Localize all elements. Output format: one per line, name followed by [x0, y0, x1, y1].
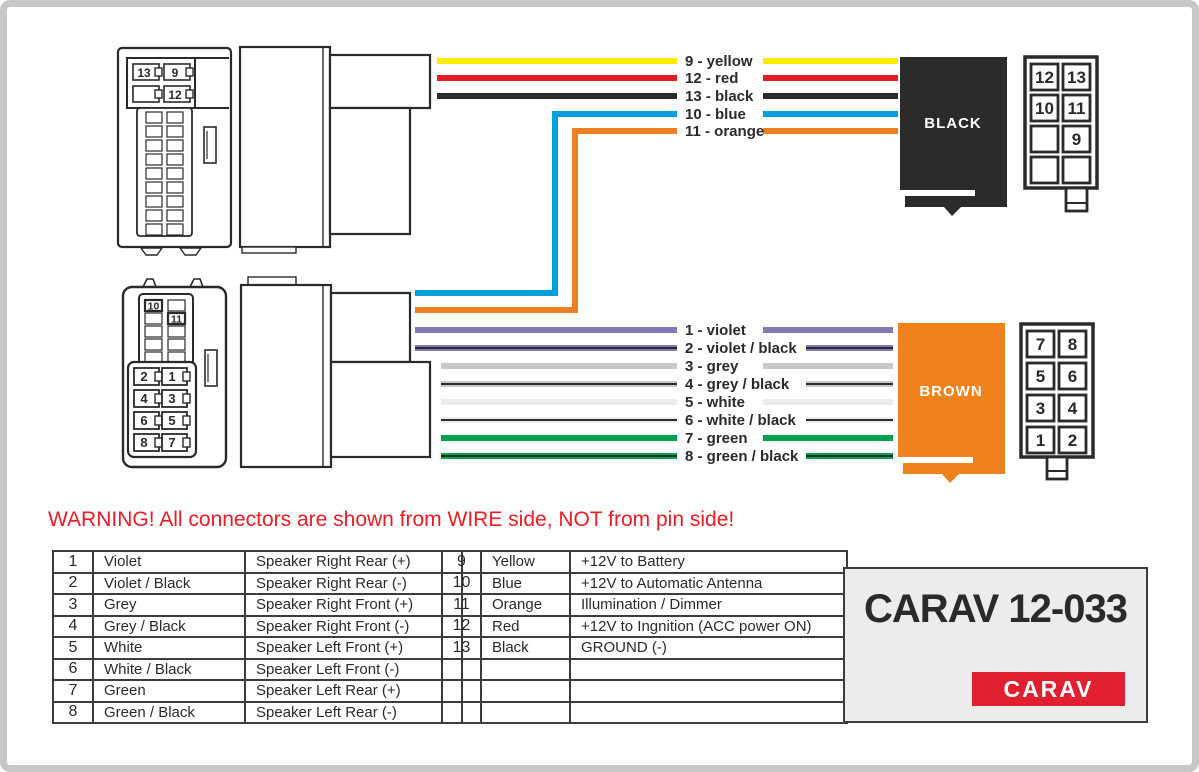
warning-text: WARNING! All connectors are shown from WIRE side, NOT from pin side!: [48, 508, 735, 531]
wire-7-green: [441, 430, 893, 447]
pin-9: [164, 64, 193, 80]
table-row: 3 Grey Speaker Right Front (+): [53, 594, 462, 616]
table-row: 8 Green / Black Speaker Left Rear (-): [53, 702, 462, 724]
svg-text:3: 3: [168, 391, 176, 406]
side-latch: [204, 127, 216, 163]
wire-10-blue: [415, 106, 898, 293]
svg-text:9: 9: [171, 66, 179, 80]
wire-1-violet: [415, 322, 893, 339]
svg-text:13: 13: [1067, 68, 1086, 87]
svg-text:7: 7: [1035, 335, 1046, 354]
svg-text:12 - red: 12 - red: [685, 70, 739, 87]
svg-text:9: 9: [1071, 130, 1082, 149]
svg-text:4 - grey / black: 4 - grey / black: [685, 376, 790, 393]
table-row: 4 Grey / Black Speaker Right Front (-): [53, 616, 462, 638]
connector-top-front-view: [118, 48, 231, 255]
product-model: CARAV 12-033: [864, 587, 1127, 631]
svg-text:3: 3: [1035, 399, 1046, 418]
svg-text:5 - white: 5 - white: [685, 394, 746, 411]
table-row: 12 Red +12V to Ingnition (ACC power ON): [442, 616, 847, 638]
svg-text:11: 11: [1067, 99, 1086, 118]
svg-text:10: 10: [147, 300, 160, 313]
pin-row-3: [134, 412, 190, 429]
wire-4-grey-black: [441, 376, 893, 393]
svg-text:2 - violet / black: 2 - violet / black: [685, 340, 797, 357]
svg-text:9 - yellow: 9 - yellow: [685, 53, 753, 70]
top-wires: [415, 53, 898, 310]
table-row: 10 Blue +12V to Automatic Antenna: [442, 573, 847, 595]
key-tab: [1047, 457, 1067, 479]
connector-bottom-front-view: [123, 279, 226, 467]
svg-text:8 - green / black: 8 - green / black: [685, 448, 799, 465]
svg-text:11 - orange: 11 - orange: [685, 123, 765, 140]
svg-text:4: 4: [140, 391, 148, 406]
svg-text:2: 2: [1067, 431, 1078, 450]
pin-table-speakers: [52, 550, 463, 724]
wire-2-violet-black: [415, 340, 893, 357]
foot: [141, 248, 162, 255]
svg-text:1: 1: [1035, 431, 1046, 450]
svg-text:10 - blue: 10 - blue: [685, 106, 746, 123]
svg-text:4: 4: [1067, 399, 1078, 418]
wire-8-green-black: [441, 448, 893, 465]
pin-row-2: [134, 390, 190, 407]
svg-text:2: 2: [140, 369, 148, 384]
wire-11-orange: [415, 123, 898, 310]
connector-top-side-view: [240, 47, 430, 253]
svg-text:BLACK: BLACK: [924, 115, 982, 132]
svg-text:1: 1: [168, 369, 176, 384]
wire-9-yellow: [437, 53, 898, 70]
svg-text:6: 6: [1067, 367, 1078, 386]
table-row: 11 Orange Illumination / Dimmer: [442, 594, 847, 616]
svg-text:12: 12: [1035, 68, 1054, 87]
pin-blank: [133, 86, 162, 102]
table-row: 13 Black GROUND (-): [442, 637, 847, 659]
svg-text:6: 6: [140, 413, 148, 428]
svg-text:1 - violet: 1 - violet: [685, 322, 746, 339]
table-row: 5 White Speaker Left Front (+): [53, 637, 462, 659]
pin-row-1: [134, 368, 190, 385]
brown-pin-diagram: [1021, 324, 1093, 479]
table-row: 7 Green Speaker Left Rear (+): [53, 680, 462, 702]
wire-3-grey: [441, 358, 893, 375]
black-connector-block: [900, 57, 1007, 216]
pin-row-4: [134, 434, 190, 451]
product-info-box: [843, 567, 1148, 723]
table-row: [442, 702, 847, 724]
svg-text:5: 5: [168, 413, 176, 428]
svg-text:7: 7: [168, 435, 176, 450]
table-row: 6 White / Black Speaker Left Front (-): [53, 659, 462, 681]
svg-text:BROWN: BROWN: [919, 383, 983, 400]
svg-text:13 - black: 13 - black: [685, 88, 754, 105]
key-tab: [1066, 188, 1087, 211]
table-row: 9 Yellow +12V to Battery: [442, 551, 847, 573]
bottom-wires: [415, 322, 893, 465]
connector-bottom-side-view: [241, 277, 430, 467]
svg-text:10: 10: [1035, 99, 1054, 118]
wire-12-red: [437, 70, 898, 87]
svg-text:12: 12: [168, 88, 182, 102]
wire-5-white: [441, 394, 893, 411]
table-row: [442, 659, 847, 681]
svg-text:8: 8: [140, 435, 148, 450]
pin-12: [164, 86, 193, 102]
table-row: 1 Violet Speaker Right Rear (+): [53, 551, 462, 573]
svg-text:7 - green: 7 - green: [685, 430, 748, 447]
side-latch: [205, 350, 217, 386]
foot: [180, 248, 201, 255]
svg-text:3 - grey: 3 - grey: [685, 358, 739, 375]
svg-text:13: 13: [137, 66, 151, 80]
table-row: [442, 680, 847, 702]
black-pin-diagram: [1025, 57, 1097, 211]
pin-13: [133, 64, 162, 80]
wire-6-white-black: [441, 412, 893, 429]
wire-13-black: [437, 88, 898, 105]
svg-text:8: 8: [1067, 335, 1078, 354]
svg-text:6 - white / black: 6 - white / black: [685, 412, 796, 429]
svg-text:5: 5: [1035, 367, 1046, 386]
carav-brand-logo: CARAV: [972, 672, 1125, 706]
pin-table-power: [441, 550, 848, 724]
svg-text:11: 11: [170, 313, 183, 326]
brown-connector-block: [898, 323, 1005, 483]
table-row: 2 Violet / Black Speaker Right Rear (-): [53, 573, 462, 595]
